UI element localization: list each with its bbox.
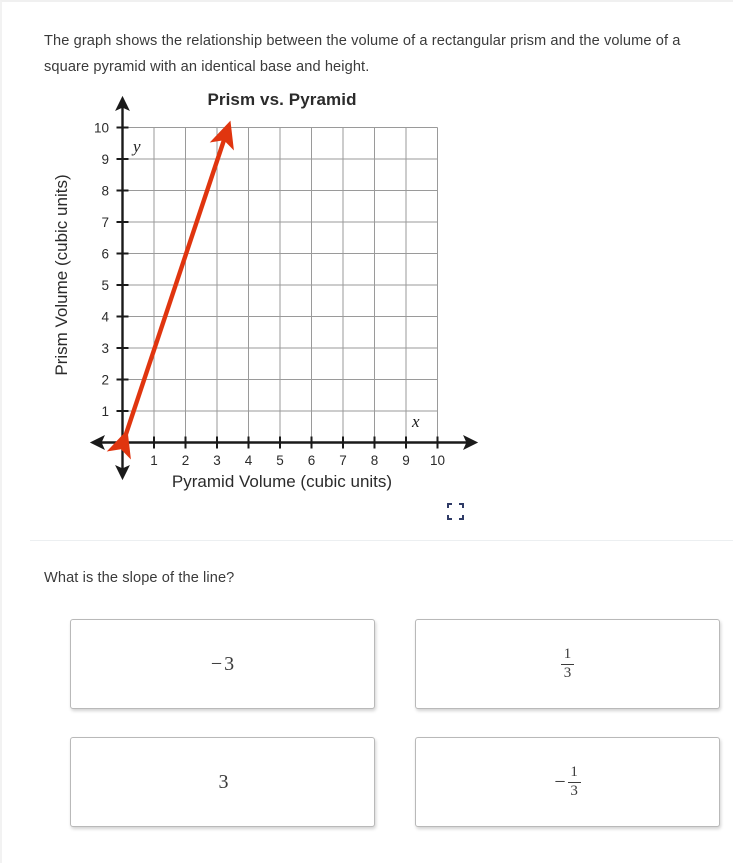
- prompt-text: The graph shows the relationship between the volume of a rectangular prism and the volume of a square pyramid with an identical base and height.: [44, 33, 681, 75]
- option-d-denominator: 3: [570, 782, 578, 799]
- option-a-sign: −: [210, 653, 223, 675]
- svg-text:6: 6: [101, 246, 109, 262]
- plotted-line: [123, 134, 226, 443]
- option-a-value: [211, 654, 234, 674]
- svg-text:9: 9: [101, 152, 109, 167]
- option-d-numerator: 1: [570, 763, 578, 780]
- option-d[interactable]: [415, 737, 720, 827]
- option-b-numerator: 1: [563, 645, 572, 662]
- question-text: What is the slope of the line?: [44, 570, 235, 586]
- svg-text:9: 9: [402, 453, 410, 468]
- svg-text:10: 10: [93, 120, 109, 136]
- option-a[interactable]: [70, 619, 375, 709]
- section-divider: [30, 540, 733, 541]
- expand-icon-glyph: [447, 503, 464, 520]
- grid-lines: [123, 128, 438, 443]
- graph-figure: [2, 90, 502, 510]
- option-d-fraction: [568, 765, 581, 800]
- coordinate-plane: [2, 90, 502, 490]
- svg-text:10: 10: [429, 453, 446, 468]
- svg-text:1: 1: [101, 404, 109, 419]
- option-d-value: [554, 765, 580, 800]
- option-c-number: 3: [218, 771, 229, 793]
- svg-text:3: 3: [213, 453, 221, 468]
- answer-options: [70, 619, 710, 827]
- svg-text:5: 5: [101, 278, 109, 293]
- y-axis-label: Prism Volume (cubic units): [52, 174, 71, 376]
- x-tick-labels: [150, 453, 445, 468]
- svg-text:6: 6: [307, 453, 316, 468]
- option-b-fraction: [561, 647, 574, 682]
- svg-text:7: 7: [339, 453, 347, 468]
- svg-text:2: 2: [181, 453, 190, 468]
- svg-text:7: 7: [101, 215, 109, 230]
- x-axis-label: Pyramid Volume (cubic units): [171, 472, 393, 491]
- option-d-sign: −: [554, 771, 566, 793]
- svg-text:4: 4: [244, 453, 253, 468]
- option-a-number: 3: [224, 653, 235, 675]
- option-c[interactable]: [70, 737, 375, 827]
- y-variable-label: y: [133, 137, 141, 156]
- svg-text:4: 4: [101, 309, 109, 325]
- option-b-value: [561, 647, 574, 682]
- svg-text:2: 2: [101, 372, 109, 388]
- svg-text:3: 3: [101, 341, 109, 356]
- option-b-denominator: 3: [563, 664, 572, 681]
- svg-text:8: 8: [370, 453, 379, 468]
- chart-title: Prism vs. Pyramid: [207, 90, 357, 109]
- svg-text:8: 8: [101, 183, 109, 199]
- option-b[interactable]: [415, 619, 720, 709]
- x-variable-label: x: [412, 412, 420, 431]
- expand-icon[interactable]: [447, 503, 464, 520]
- svg-text:1: 1: [150, 453, 158, 468]
- svg-text:5: 5: [276, 453, 284, 468]
- y-tick-labels: [94, 121, 110, 420]
- option-c-value: [217, 772, 229, 792]
